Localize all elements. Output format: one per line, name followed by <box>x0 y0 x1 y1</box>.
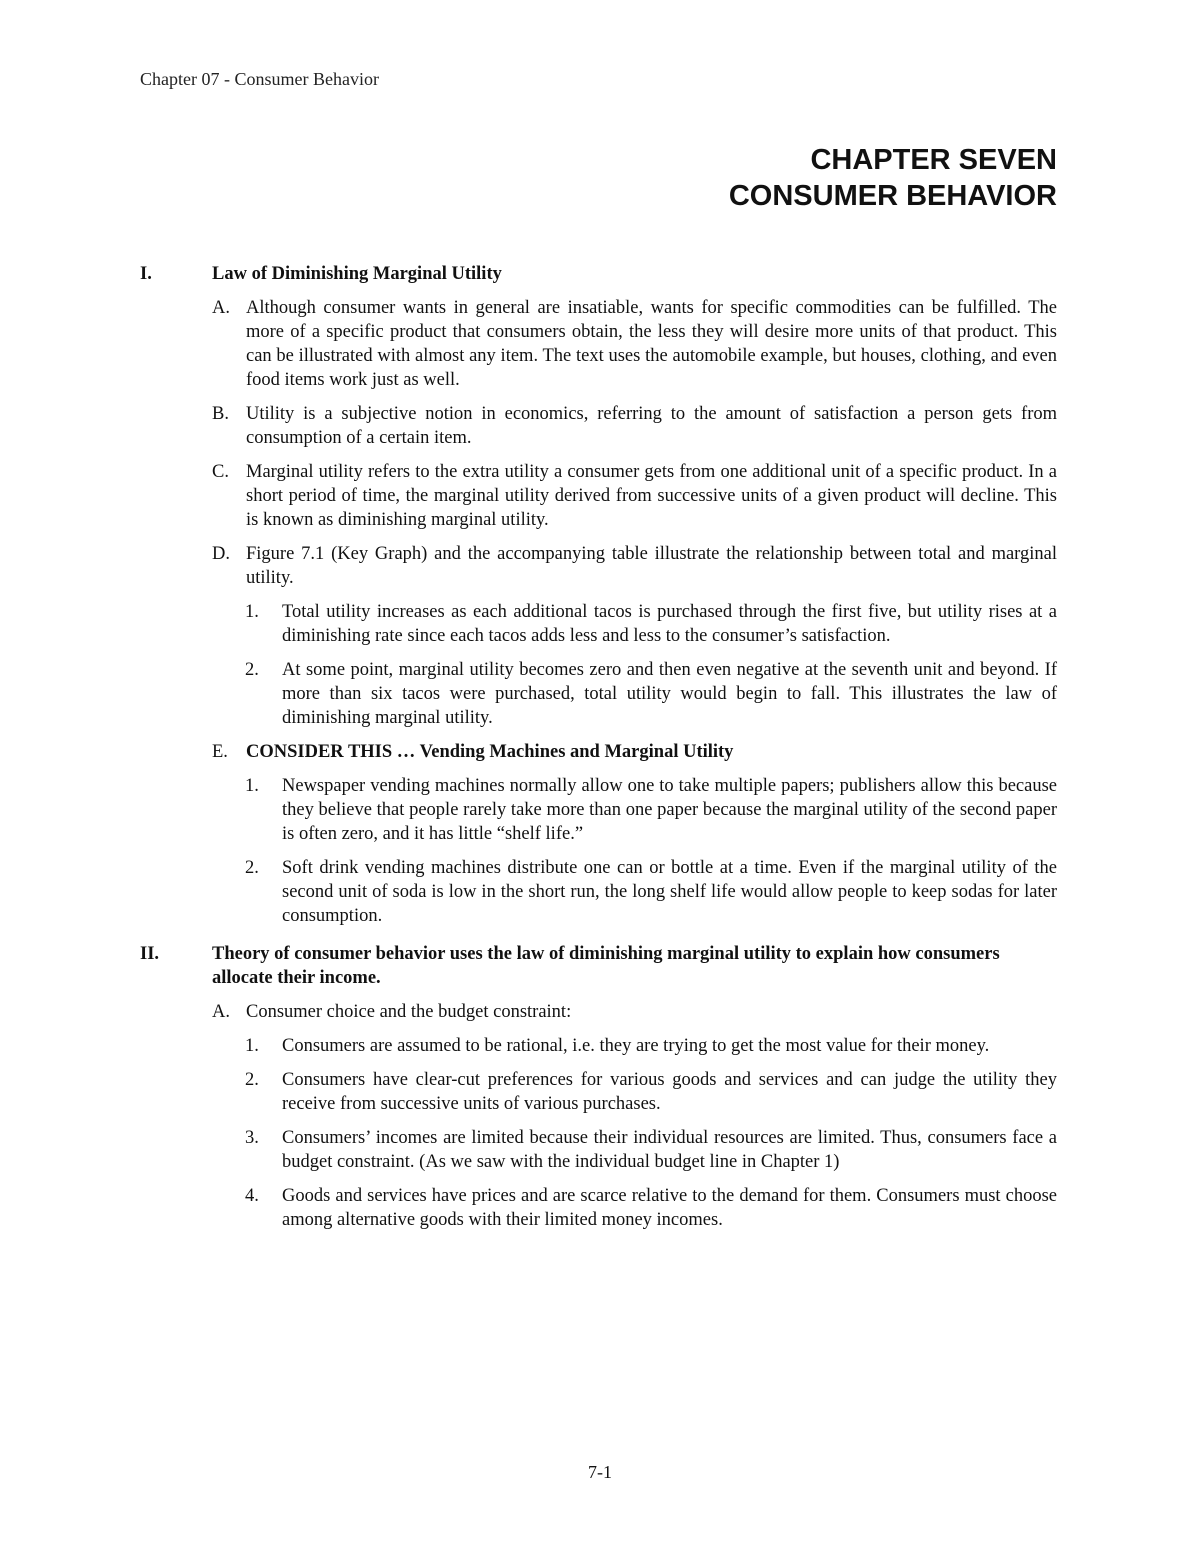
chapter-title <box>729 142 1057 214</box>
item-marker: E. <box>212 742 228 762</box>
chapter-title-line1: CHAPTER SEVEN <box>810 144 1057 176</box>
outline-subitem <box>245 600 1057 648</box>
subitem-text: Goods and services have prices and are scarce relative to the demand for them. Consumers must choose among alternative goods with their limited money incomes. <box>282 1186 1057 1230</box>
subitem-marker: 3. <box>245 1128 259 1148</box>
subitem-marker: 1. <box>245 1036 259 1056</box>
item-text: Consumer choice and the budget constraint: <box>246 1002 572 1022</box>
subitem-marker: 2. <box>245 858 259 878</box>
subitem-text: Consumers have clear-cut preferences for various goods and services and can judge the utility they receive from successive units of various purchases. <box>282 1070 1057 1114</box>
subitem-marker: 2. <box>245 1070 259 1090</box>
section-number: I. <box>140 264 152 284</box>
subitem-text: Newspaper vending machines normally allow one to take multiple papers; publishers allow this because they believe that people rarely take more than one paper because the marginal utility of the second paper is often zero, and it has little “shelf life.” <box>282 776 1057 844</box>
outline-item <box>212 542 1057 590</box>
page-number: 7-1 <box>588 1462 612 1482</box>
subitem-marker: 1. <box>245 776 259 796</box>
subitem-text: Total utility increases as each additional tacos is purchased through the first five, but utility rises at a diminishing rate since each tacos adds less and less to the consumer’s satisfaction. <box>282 602 1057 646</box>
outline-item <box>212 460 1057 532</box>
outline-subitem <box>245 1034 1057 1058</box>
outline-content <box>140 262 1057 1232</box>
outline-subitem <box>245 1126 1057 1174</box>
subitem-text: Consumers’ incomes are limited because their individual resources are limited. Thus, consumers face a budget constraint. (As we saw with the individual budget line in Chapter 1) <box>282 1128 1057 1172</box>
outline-item <box>212 402 1057 450</box>
outline-subitem <box>245 774 1057 846</box>
outline-subitem <box>245 1184 1057 1232</box>
item-text: Marginal utility refers to the extra utility a consumer gets from one additional unit of a specific product. In a short period of time, the marginal utility derived from successive units of a given product will decline. This is known as diminishing marginal utility. <box>246 462 1057 530</box>
subitem-text: Consumers are assumed to be rational, i.e. they are trying to get the most value for their money. <box>282 1036 990 1056</box>
running-header: Chapter 07 - Consumer Behavior <box>140 69 379 89</box>
chapter-title-line2: CONSUMER BEHAVIOR <box>728 180 1057 212</box>
outline-item <box>212 1000 1057 1024</box>
item-marker: A. <box>212 298 230 318</box>
subitem-marker: 1. <box>245 602 259 622</box>
outline-subitem <box>245 658 1057 730</box>
section-heading <box>140 262 1057 286</box>
item-marker: C. <box>212 462 229 482</box>
subitem-text: At some point, marginal utility becomes zero and then even negative at the seventh unit and beyond. If more than six tacos were purchased, total utility would begin to fall. This illustrates the law of diminishing marginal utility. <box>282 660 1057 728</box>
item-marker: B. <box>212 404 229 424</box>
subitem-text: Soft drink vending machines distribute one can or bottle at a time. Even if the marginal utility of the second unit of soda is low in the short run, the long shelf life would allow people to keep sodas for later consumption. <box>282 858 1057 926</box>
outline-subitem <box>245 856 1057 928</box>
item-text: Although consumer wants in general are insatiable, wants for specific commodities can be fulfilled. The more of a specific product that consumers obtain, the less they will desire more units of that product. This can be illustrated with almost any item. The text uses the automobile example, but houses, clothing, and even food items work just as well. <box>246 298 1057 390</box>
outline-subitem <box>245 1068 1057 1116</box>
item-text: Figure 7.1 (Key Graph) and the accompanying table illustrate the relationship between total and marginal utility. <box>246 544 1057 588</box>
item-marker: A. <box>212 1002 230 1022</box>
section-title: Theory of consumer behavior uses the law of diminishing marginal utility to explain how consumers allocate their income. <box>212 944 1000 988</box>
outline-item <box>212 296 1057 392</box>
section-heading <box>140 942 1057 990</box>
item-marker: D. <box>212 544 230 564</box>
section-number: II. <box>140 944 160 964</box>
outline-item <box>212 740 1057 764</box>
item-text: CONSIDER THIS … Vending Machines and Marginal Utility <box>246 742 734 762</box>
section-title: Law of Diminishing Marginal Utility <box>212 264 502 284</box>
subitem-marker: 4. <box>245 1186 259 1206</box>
item-text: Utility is a subjective notion in economics, referring to the amount of satisfaction a person gets from consumption of a certain item. <box>246 404 1057 448</box>
subitem-marker: 2. <box>245 660 259 680</box>
